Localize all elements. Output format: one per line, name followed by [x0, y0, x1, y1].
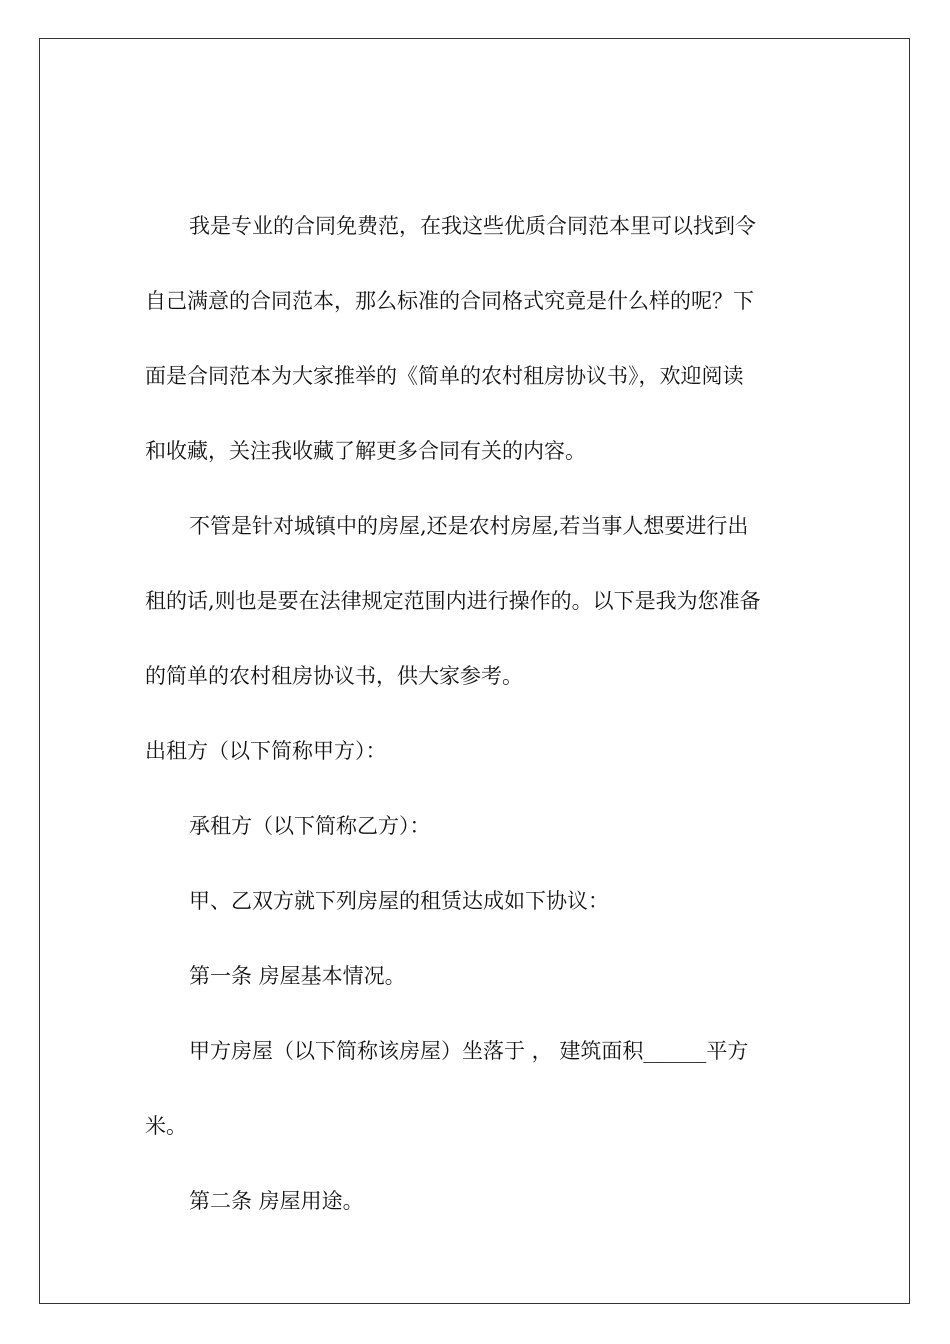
text-line: 的简单的农村租房协议书，供大家参考。: [145, 664, 523, 688]
text-line: 面是合同范本为大家推举的《简单的农村租房协议书》，欢迎阅读: [145, 364, 744, 388]
text-line: 甲方房屋（以下简称该房屋）坐落于 ， 建筑面积______平方: [189, 1039, 749, 1063]
text-line: 我是专业的合同免费范，在我这些优质合同范本里可以找到令: [189, 214, 756, 238]
text-line: 自己满意的合同范本，那么标准的合同格式究竟是什么样的呢？下: [145, 289, 754, 313]
text-line: 甲、乙双方就下列房屋的租赁达成如下协议：: [189, 889, 609, 913]
text-line: 不管是针对城镇中的房屋,还是农村房屋,若当事人想要进行出: [189, 514, 749, 538]
text-line: 第二条 房屋用途。: [189, 1189, 364, 1213]
text-line: 租的话,则也是要在法律规定范围内进行操作的。以下是我为您准备: [145, 589, 761, 613]
text-line: 和收藏，关注我收藏了解更多合同有关的内容。: [145, 439, 586, 463]
text-line: 承租方（以下简称乙方）：: [189, 814, 431, 838]
text-line: 第一条 房屋基本情况。: [189, 964, 406, 988]
text-line: 出租方（以下简称甲方）：: [145, 739, 387, 763]
text-line: 米。: [145, 1114, 187, 1138]
